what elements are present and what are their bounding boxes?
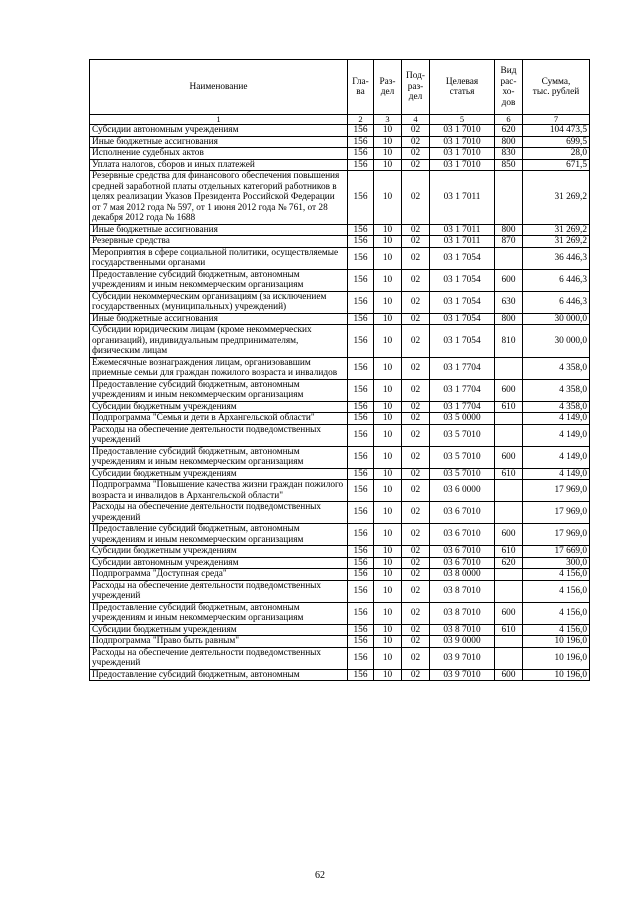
row-section: 10 — [374, 236, 402, 248]
table-header-row — [90, 60, 590, 115]
row-chapter: 156 — [348, 401, 374, 413]
row-subsection: 02 — [402, 379, 430, 401]
table-row — [90, 546, 590, 558]
row-subsection: 02 — [402, 602, 430, 624]
row-sum: 17 969,0 — [523, 502, 590, 524]
row-subsection: 02 — [402, 325, 430, 358]
row-chapter: 156 — [348, 357, 374, 379]
row-target-article: 03 1 7010 — [430, 136, 495, 148]
row-subsection: 02 — [402, 236, 430, 248]
row-subsection: 02 — [402, 125, 430, 137]
row-chapter: 156 — [348, 148, 374, 160]
row-sum: 4 156,0 — [523, 602, 590, 624]
row-subsection: 02 — [402, 424, 430, 446]
row-subsection: 02 — [402, 148, 430, 160]
table-row — [90, 647, 590, 669]
row-name: Ежемесячные вознаграждения лицам, организовавшим приемные семьи для граждан пожилого возраста и инвалидов — [90, 357, 348, 379]
row-target-article: 03 1 7010 — [430, 159, 495, 171]
row-name: Предоставление субсидий бюджетным, автономным учреждениям и иным некоммерческим организациям — [90, 379, 348, 401]
row-target-article: 03 5 7010 — [430, 446, 495, 468]
row-expense-type: 610 — [495, 546, 523, 558]
row-name: Расходы на обеспечение деятельности подведомственных учреждений — [90, 502, 348, 524]
table-row — [90, 159, 590, 171]
row-section: 10 — [374, 480, 402, 502]
row-subsection: 02 — [402, 502, 430, 524]
row-section: 10 — [374, 269, 402, 291]
row-sum: 6 446,3 — [523, 269, 590, 291]
column-number: 1 — [90, 115, 348, 125]
table-row — [90, 357, 590, 379]
row-sum: 31 269,2 — [523, 236, 590, 248]
row-chapter: 156 — [348, 557, 374, 569]
row-target-article: 03 9 0000 — [430, 636, 495, 648]
row-expense-type: 600 — [495, 269, 523, 291]
row-expense-type — [495, 569, 523, 581]
row-section: 10 — [374, 401, 402, 413]
budget-table — [89, 59, 590, 681]
row-subsection: 02 — [402, 159, 430, 171]
row-subsection: 02 — [402, 480, 430, 502]
row-target-article: 03 1 7054 — [430, 291, 495, 313]
table-row — [90, 502, 590, 524]
row-expense-type — [495, 413, 523, 425]
row-target-article: 03 1 7704 — [430, 379, 495, 401]
row-section: 10 — [374, 413, 402, 425]
row-expense-type: 600 — [495, 524, 523, 546]
row-section: 10 — [374, 647, 402, 669]
row-chapter: 156 — [348, 136, 374, 148]
row-sum: 10 196,0 — [523, 669, 590, 681]
row-target-article: 03 6 7010 — [430, 557, 495, 569]
row-expense-type: 630 — [495, 291, 523, 313]
row-section: 10 — [374, 569, 402, 581]
row-target-article: 03 1 7704 — [430, 357, 495, 379]
table-row — [90, 669, 590, 681]
row-target-article: 03 1 7011 — [430, 224, 495, 236]
row-expense-type — [495, 647, 523, 669]
row-subsection: 02 — [402, 224, 430, 236]
row-section: 10 — [374, 313, 402, 325]
header-name: Наименование — [90, 60, 348, 115]
row-target-article: 03 1 7054 — [430, 247, 495, 269]
row-chapter: 156 — [348, 236, 374, 248]
row-chapter: 156 — [348, 159, 374, 171]
row-name: Предоставление субсидий бюджетным, автономным учреждениям и иным некоммерческим организациям — [90, 602, 348, 624]
row-subsection: 02 — [402, 313, 430, 325]
table-row — [90, 624, 590, 636]
row-sum: 4 156,0 — [523, 569, 590, 581]
row-name: Мероприятия в сфере социальной политики, осуществляемые государственными органами — [90, 247, 348, 269]
table-row — [90, 136, 590, 148]
table-row — [90, 325, 590, 358]
row-expense-type: 800 — [495, 136, 523, 148]
row-target-article: 03 5 7010 — [430, 424, 495, 446]
row-chapter: 156 — [348, 569, 374, 581]
table-row — [90, 424, 590, 446]
row-sum: 10 196,0 — [523, 647, 590, 669]
row-target-article: 03 1 7704 — [430, 401, 495, 413]
row-section: 10 — [374, 546, 402, 558]
row-target-article: 03 6 0000 — [430, 480, 495, 502]
table-row — [90, 413, 590, 425]
row-expense-type: 850 — [495, 159, 523, 171]
row-expense-type: 800 — [495, 224, 523, 236]
row-sum: 300,0 — [523, 557, 590, 569]
column-number: 2 — [348, 115, 374, 125]
table-row — [90, 446, 590, 468]
table-row — [90, 313, 590, 325]
table-row — [90, 247, 590, 269]
row-subsection: 02 — [402, 171, 430, 225]
row-expense-type — [495, 171, 523, 225]
table-row — [90, 401, 590, 413]
header-sum: Сумма, тыс. рублей — [523, 60, 590, 115]
row-subsection: 02 — [402, 401, 430, 413]
table-row — [90, 224, 590, 236]
column-number: 7 — [523, 115, 590, 125]
row-chapter: 156 — [348, 602, 374, 624]
row-section: 10 — [374, 171, 402, 225]
row-name: Резервные средства — [90, 236, 348, 248]
row-name: Подпрограмма "Доступная среда" — [90, 569, 348, 581]
row-target-article: 03 8 7010 — [430, 624, 495, 636]
table-row — [90, 269, 590, 291]
row-expense-type: 610 — [495, 624, 523, 636]
table-row — [90, 524, 590, 546]
row-target-article: 03 1 7054 — [430, 325, 495, 358]
row-section: 10 — [374, 580, 402, 602]
row-chapter: 156 — [348, 468, 374, 480]
row-target-article: 03 8 7010 — [430, 580, 495, 602]
table-row — [90, 125, 590, 137]
row-chapter: 156 — [348, 313, 374, 325]
row-chapter: 156 — [348, 269, 374, 291]
row-sum: 4 149,0 — [523, 413, 590, 425]
row-name: Субсидии бюджетным учреждениям — [90, 468, 348, 480]
page-number: 62 — [315, 870, 325, 881]
row-name: Подпрограмма "Право быть равным" — [90, 636, 348, 648]
row-sum: 4 358,0 — [523, 401, 590, 413]
row-target-article: 03 6 7010 — [430, 502, 495, 524]
row-target-article: 03 9 7010 — [430, 647, 495, 669]
row-section: 10 — [374, 468, 402, 480]
row-section: 10 — [374, 624, 402, 636]
row-target-article: 03 6 7010 — [430, 546, 495, 558]
row-name: Резервные средства для финансового обеспечения повышения средней заработной платы отдельных категорий работников в целях реализации Указов Президента Российской Федерации от 7 мая 2012 года № 597, от 1 июня 2012 года № 761, от 28 декабря 2012 года № 1688 — [90, 171, 348, 225]
row-section: 10 — [374, 357, 402, 379]
header-expense: Вид рас- хо- дов — [495, 60, 523, 115]
row-target-article: 03 8 7010 — [430, 602, 495, 624]
row-section: 10 — [374, 247, 402, 269]
row-subsection: 02 — [402, 291, 430, 313]
row-target-article: 03 1 7054 — [430, 269, 495, 291]
row-chapter: 156 — [348, 624, 374, 636]
row-target-article: 03 6 7010 — [430, 524, 495, 546]
row-sum: 4 358,0 — [523, 357, 590, 379]
table-row — [90, 171, 590, 225]
row-subsection: 02 — [402, 136, 430, 148]
row-chapter: 156 — [348, 125, 374, 137]
column-number: 3 — [374, 115, 402, 125]
row-sum: 6 446,3 — [523, 291, 590, 313]
row-expense-type: 600 — [495, 602, 523, 624]
table-row — [90, 569, 590, 581]
column-number-row — [90, 115, 590, 125]
row-sum: 30 000,0 — [523, 325, 590, 358]
row-chapter: 156 — [348, 424, 374, 446]
row-subsection: 02 — [402, 357, 430, 379]
row-expense-type: 870 — [495, 236, 523, 248]
row-expense-type — [495, 357, 523, 379]
row-sum: 4 149,0 — [523, 424, 590, 446]
table-body — [90, 125, 590, 681]
row-sum: 30 000,0 — [523, 313, 590, 325]
row-target-article: 03 5 7010 — [430, 468, 495, 480]
table-row — [90, 636, 590, 648]
table-row — [90, 379, 590, 401]
row-chapter: 156 — [348, 636, 374, 648]
row-name: Исполнение судебных актов — [90, 148, 348, 160]
row-expense-type — [495, 480, 523, 502]
row-section: 10 — [374, 159, 402, 171]
row-section: 10 — [374, 636, 402, 648]
table-row — [90, 236, 590, 248]
row-expense-type: 810 — [495, 325, 523, 358]
row-expense-type: 800 — [495, 313, 523, 325]
row-sum: 671,5 — [523, 159, 590, 171]
row-section: 10 — [374, 379, 402, 401]
row-name: Субсидии бюджетным учреждениям — [90, 401, 348, 413]
column-number: 5 — [430, 115, 495, 125]
row-subsection: 02 — [402, 580, 430, 602]
row-chapter: 156 — [348, 480, 374, 502]
row-expense-type — [495, 580, 523, 602]
row-subsection: 02 — [402, 247, 430, 269]
row-target-article: 03 8 0000 — [430, 569, 495, 581]
row-expense-type — [495, 247, 523, 269]
row-sum: 31 269,2 — [523, 171, 590, 225]
row-target-article: 03 1 7054 — [430, 313, 495, 325]
row-subsection: 02 — [402, 524, 430, 546]
row-sum: 17 969,0 — [523, 480, 590, 502]
row-expense-type: 610 — [495, 468, 523, 480]
row-target-article: 03 9 7010 — [430, 669, 495, 681]
row-name: Иные бюджетные ассигнования — [90, 313, 348, 325]
row-name: Субсидии юридическим лицам (кроме некоммерческих организаций), индивидуальным предпринимателям, физическим лицам — [90, 325, 348, 358]
row-section: 10 — [374, 446, 402, 468]
row-sum: 104 473,5 — [523, 125, 590, 137]
row-chapter: 156 — [348, 446, 374, 468]
row-expense-type — [495, 502, 523, 524]
row-chapter: 156 — [348, 224, 374, 236]
row-subsection: 02 — [402, 546, 430, 558]
table-row — [90, 291, 590, 313]
row-name: Предоставление субсидий бюджетным, автономным — [90, 669, 348, 681]
row-section: 10 — [374, 557, 402, 569]
row-chapter: 156 — [348, 669, 374, 681]
header-subsection: Под- раз- дел — [402, 60, 430, 115]
row-name: Подпрограмма "Семья и дети в Архангельской области" — [90, 413, 348, 425]
row-section: 10 — [374, 224, 402, 236]
row-expense-type: 610 — [495, 401, 523, 413]
row-sum: 4 156,0 — [523, 624, 590, 636]
column-number: 6 — [495, 115, 523, 125]
row-chapter: 156 — [348, 171, 374, 225]
row-section: 10 — [374, 602, 402, 624]
row-name: Субсидии бюджетным учреждениям — [90, 546, 348, 558]
row-subsection: 02 — [402, 446, 430, 468]
row-chapter: 156 — [348, 647, 374, 669]
table-row — [90, 148, 590, 160]
row-sum: 17 669,0 — [523, 546, 590, 558]
row-sum: 36 446,3 — [523, 247, 590, 269]
row-name: Иные бюджетные ассигнования — [90, 136, 348, 148]
header-section: Раз- дел — [374, 60, 402, 115]
row-subsection: 02 — [402, 569, 430, 581]
row-name: Предоставление субсидий бюджетным, автономным учреждениям и иным некоммерческим организациям — [90, 446, 348, 468]
row-chapter: 156 — [348, 247, 374, 269]
row-section: 10 — [374, 125, 402, 137]
row-section: 10 — [374, 291, 402, 313]
row-subsection: 02 — [402, 269, 430, 291]
row-expense-type: 600 — [495, 446, 523, 468]
row-expense-type: 600 — [495, 379, 523, 401]
header-target: Целевая статья — [430, 60, 495, 115]
table-row — [90, 480, 590, 502]
row-subsection: 02 — [402, 669, 430, 681]
row-target-article: 03 1 7010 — [430, 125, 495, 137]
row-expense-type: 620 — [495, 557, 523, 569]
row-target-article: 03 1 7011 — [430, 236, 495, 248]
row-name: Субсидии автономным учреждениям — [90, 557, 348, 569]
row-sum: 4 149,0 — [523, 446, 590, 468]
row-name: Подпрограмма "Повышение качества жизни граждан пожилого возраста и инвалидов в Архангельской области" — [90, 480, 348, 502]
row-chapter: 156 — [348, 379, 374, 401]
row-name: Расходы на обеспечение деятельности подведомственных учреждений — [90, 580, 348, 602]
row-expense-type: 830 — [495, 148, 523, 160]
row-name: Уплата налогов, сборов и иных платежей — [90, 159, 348, 171]
header-chapter: Гла- ва — [348, 60, 374, 115]
row-expense-type: 620 — [495, 125, 523, 137]
row-sum: 699,5 — [523, 136, 590, 148]
row-name: Субсидии автономным учреждениям — [90, 125, 348, 137]
row-expense-type: 600 — [495, 669, 523, 681]
row-target-article: 03 5 0000 — [430, 413, 495, 425]
row-chapter: 156 — [348, 524, 374, 546]
table-row — [90, 602, 590, 624]
row-chapter: 156 — [348, 325, 374, 358]
row-subsection: 02 — [402, 413, 430, 425]
row-chapter: 156 — [348, 413, 374, 425]
row-name: Иные бюджетные ассигнования — [90, 224, 348, 236]
row-section: 10 — [374, 136, 402, 148]
row-subsection: 02 — [402, 624, 430, 636]
row-chapter: 156 — [348, 502, 374, 524]
row-target-article: 03 1 7010 — [430, 148, 495, 160]
row-section: 10 — [374, 148, 402, 160]
row-chapter: 156 — [348, 291, 374, 313]
row-expense-type — [495, 636, 523, 648]
column-number: 4 — [402, 115, 430, 125]
row-sum: 4 358,0 — [523, 379, 590, 401]
row-section: 10 — [374, 325, 402, 358]
table-row — [90, 557, 590, 569]
row-chapter: 156 — [348, 580, 374, 602]
row-subsection: 02 — [402, 468, 430, 480]
row-name: Расходы на обеспечение деятельности подведомственных учреждений — [90, 424, 348, 446]
row-target-article: 03 1 7011 — [430, 171, 495, 225]
row-name: Субсидии некоммерческим организациям (за исключением государственных (муниципальных) учреждений) — [90, 291, 348, 313]
row-name: Расходы на обеспечение деятельности подведомственных учреждений — [90, 647, 348, 669]
row-sum: 4 149,0 — [523, 468, 590, 480]
row-section: 10 — [374, 424, 402, 446]
row-name: Предоставление субсидий бюджетным, автономным учреждениям и иным некоммерческим организациям — [90, 269, 348, 291]
row-name: Предоставление субсидий бюджетным, автономным учреждениям и иным некоммерческим организациям — [90, 524, 348, 546]
row-section: 10 — [374, 502, 402, 524]
row-section: 10 — [374, 669, 402, 681]
row-sum: 17 969,0 — [523, 524, 590, 546]
row-sum: 4 156,0 — [523, 580, 590, 602]
table-row — [90, 468, 590, 480]
row-chapter: 156 — [348, 546, 374, 558]
row-subsection: 02 — [402, 647, 430, 669]
row-section: 10 — [374, 524, 402, 546]
row-sum: 28,0 — [523, 148, 590, 160]
row-subsection: 02 — [402, 636, 430, 648]
row-sum: 10 196,0 — [523, 636, 590, 648]
row-name: Субсидии бюджетным учреждениям — [90, 624, 348, 636]
row-subsection: 02 — [402, 557, 430, 569]
row-sum: 31 269,2 — [523, 224, 590, 236]
row-expense-type — [495, 424, 523, 446]
table-row — [90, 580, 590, 602]
